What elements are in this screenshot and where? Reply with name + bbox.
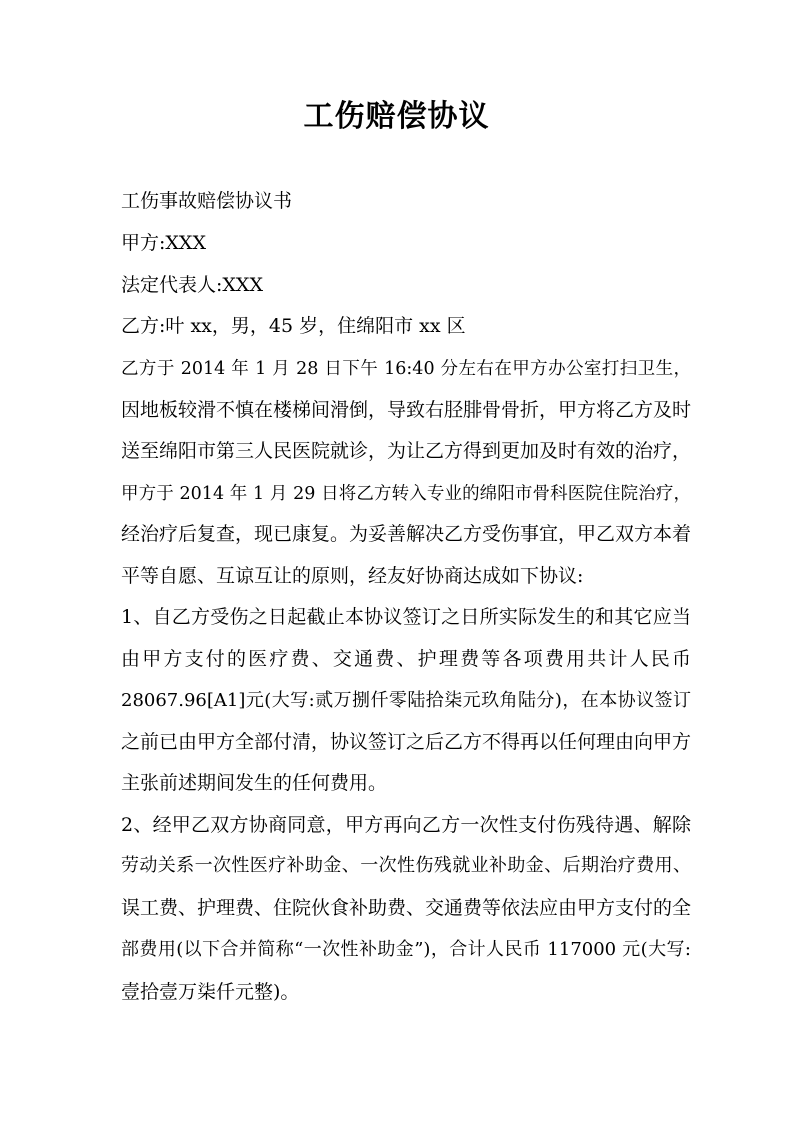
clause-2-line: 壹拾壹万柒仟元整)。 <box>121 981 300 1003</box>
paragraph-line: 平等自愿、互谅互让的原则，经友好协商达成如下协议: <box>121 565 584 587</box>
paragraph-line: 甲方于 2014 年 1 月 29 日将乙方转入专业的绵阳市骨科医院住院治疗， <box>121 484 691 504</box>
clause-1-line: 由甲方支付的医疗费、交通费、护理费等各项费用共计人民币 <box>121 648 691 670</box>
paragraph-line: 因地板较滑不慎在楼梯间滑倒，导致右胫腓骨骨折，甲方将乙方及时 <box>121 399 692 421</box>
party-a-line: 甲方:XXX <box>121 232 206 254</box>
paragraph-line: 送至绵阳市第三人民医院就诊，为让乙方得到更加及时有效的治疗， <box>121 440 692 462</box>
clause-1-line: 28067.96[A1]元(大写:贰万捌仟零陆拾柒元玖角陆分)，在本协议签订 <box>121 690 691 711</box>
clause-1-line: 主张前述期间发生的任何费用。 <box>121 772 388 794</box>
clause-1-line: 之前已由甲方全部付清，协议签订之后乙方不得再以任何理由向甲方 <box>121 731 692 753</box>
clause-2-line: 2、经甲乙双方协商同意，甲方再向乙方一次性支付伤残待遇、解除 <box>121 814 691 836</box>
clause-2-line: 劳动关系一次性医疗补助金、一次性伤残就业补助金、后期治疗费用、 <box>121 855 691 876</box>
subtitle-line: 工伤事故赔偿协议书 <box>121 190 293 212</box>
clause-2-line: 误工费、护理费、住院伙食补助费、交通费等依法应由甲方支付的全 <box>121 897 692 919</box>
party-b-line: 乙方:叶 xx，男，45 岁，住绵阳市 xx 区 <box>121 315 466 337</box>
document-title: 工伤赔偿协议 <box>303 99 490 134</box>
legal-rep-line: 法定代表人:XXX <box>121 274 263 296</box>
clause-1-line: 1、自乙方受伤之日起截止本协议签订之日所实际发生的和其它应当 <box>121 606 691 628</box>
paragraph-line: 乙方于 2014 年 1 月 28 日下午 16:40 分左右在甲方办公室打扫卫生， <box>121 359 691 379</box>
clause-2-line: 部费用(以下合并简称“一次性补助金”)，合计人民币 117000 元(大写: <box>121 939 691 960</box>
paragraph-line: 经治疗后复查，现已康复。为妥善解决乙方受伤事宜，甲乙双方本着 <box>121 523 692 545</box>
